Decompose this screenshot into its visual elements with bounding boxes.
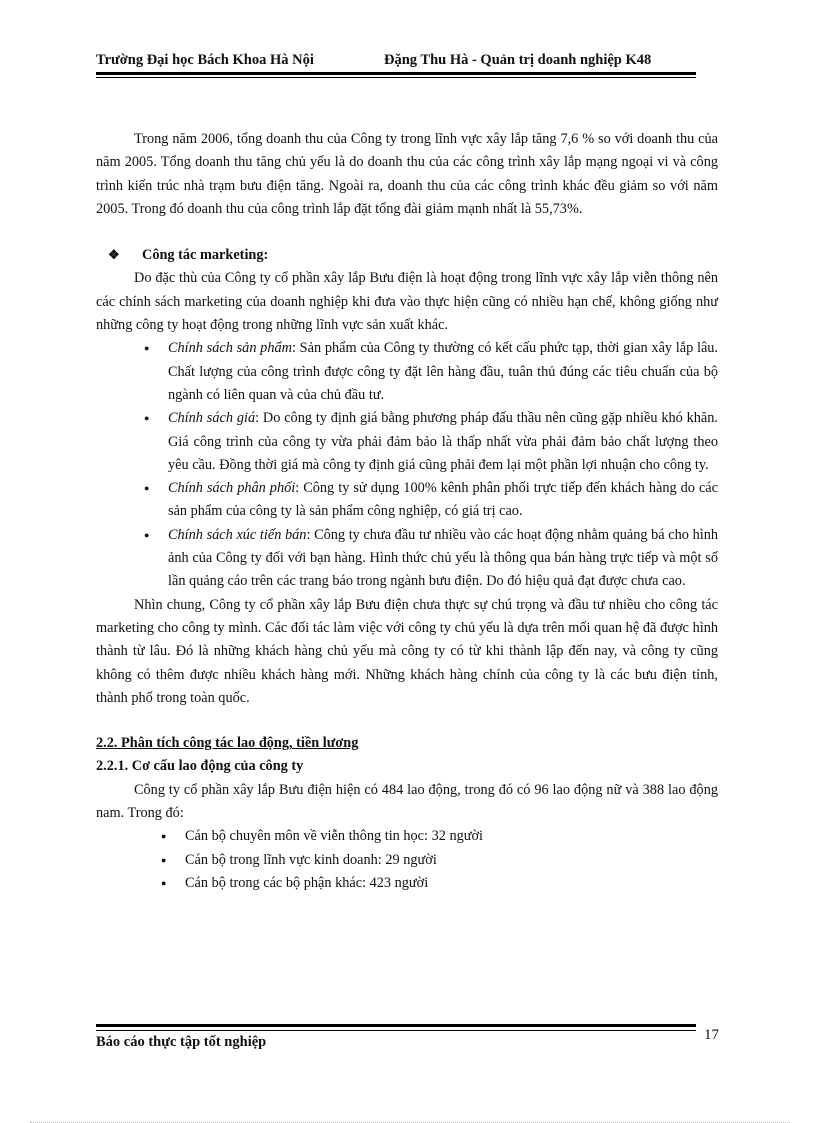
footer-rule-thin (96, 1030, 696, 1031)
marketing-conclusion: Nhìn chung, Công ty cổ phần xây lắp Bưu điện chưa thực sự chú trọng và đầu tư nhiều cho công tác marketing cho công ty mình. Các đối tác làm việc với công ty chủ yếu là dựa trên mối quan hệ đã được hình thành từ lâu. Đó là những khách hàng chủ yếu mà công ty có từ khi thành lập đến nay, và công ty cũng không có thêm được nhiều khách hàng mới. Những khách hàng chính của công ty là các bưu điện tỉnh, thành phố trong toàn quốc. (96, 596, 718, 706)
policy-label: Chính sách phân phối (168, 480, 296, 497)
header-university: Trường Đại học Bách Khoa Hà Nội (96, 52, 314, 68)
labor-list (96, 825, 718, 895)
footer-title: Báo cáo thực tập tốt nghiệp (96, 1034, 267, 1050)
spacer (96, 710, 718, 732)
policy-label: Chính sách sản phẩm (168, 340, 292, 357)
page-number: 17 (704, 1027, 719, 1043)
marketing-heading (96, 243, 718, 267)
list-item: ● Cán bộ chuyên môn về viễn thông tin học: 32 người (185, 825, 718, 848)
header-rule-thin (96, 77, 696, 78)
header-rule-thick (96, 72, 696, 75)
policy-text: : Do công ty định giá bằng phương pháp đấu thầu nên cũng gặp nhiều khó khăn. Giá công trình của công ty vừa phải đảm bảo là thấp nhất vừa phải đảm bảo chất lượng theo yêu cầu. Đồng thời giá mà công ty định giá cũng phải đem lại một phần lợi nhuận cho công ty. (168, 410, 718, 473)
diamond-bullet-icon: ❖ (108, 247, 120, 263)
list-item: ● Cán bộ trong lĩnh vực kinh doanh: 29 người (185, 849, 718, 872)
header-author: Đặng Thu Hà - Quản trị doanh nghiệp K48 (384, 52, 652, 68)
section-heading-2-2-1: 2.2.1. Cơ cấu lao động của công ty (96, 758, 304, 775)
policy-label: Chính sách giá (168, 410, 256, 427)
page-body (96, 128, 718, 895)
section-heading-2-2: 2.2. Phân tích công tác lao động, tiền lương (96, 735, 359, 752)
labor-intro: Công ty cổ phần xây lắp Bưu điện hiện có 484 lao động, trong đó có 96 lao động nữ và 388 lao động nam. Trong đó: (96, 781, 718, 822)
list-item (168, 524, 718, 594)
list-item (168, 407, 718, 477)
list-item (168, 337, 718, 407)
policy-text: : Công ty chưa đầu tư nhiều vào các hoạt động nhằm quảng bá cho hình ảnh của Công ty đối với bạn hàng. Hình thức chủ yếu là thông qua bán hàng trực tiếp và một số lần quảng cáo trên các trang báo trong ngành bưu điện. Do đó hiệu quả đạt được chưa cao. (168, 526, 718, 590)
marketing-intro: Do đặc thù của Công ty cổ phần xây lắp Bưu điện là hoạt động trong lĩnh vực xây lắp viễn thông nên các chính sách marketing của doanh nghiệp khi đưa vào thực hiện cũng có nhiều hạn chế, không giống như những công ty hoạt động trong những lĩnh vực sản xuất khác. (96, 270, 718, 334)
policy-text: : Công ty sử dụng 100% kênh phân phối trực tiếp đến khách hàng do các sản phẩm của công ty là sản phẩm công nghiệp, có giá trị cao. (168, 480, 718, 520)
list-item (168, 477, 718, 524)
spacer (96, 221, 718, 243)
revenue-paragraph: Trong năm 2006, tổng doanh thu của Công ty trong lĩnh vực xây lắp tăng 7,6 % so với doanh thu của năm 2005. Tổng doanh thu tăng chủ yếu là do doanh thu của các công trình xây lắp mạng ngoại vi và công trình kiến trúc nhà trạm bưu điện tăng. Ngoài ra, doanh thu của các công trình khác đều giảm so với năm 2005. Trong đó doanh thu của công trình lắp đặt tổng đài giảm mạnh nhất là 55,73%. (96, 131, 718, 217)
footer-rule-thick (96, 1024, 696, 1027)
policy-text: : Sản phẩm của Công ty thường có kết cấu phức tạp, thời gian xây lắp lâu. Chất lượng của công trình được công ty đặt lên hàng đầu, tuân thủ đúng các tiêu chuẩn của bộ ngành có liên quan và của chủ đầu tư. (168, 340, 719, 403)
policy-label: Chính sách xúc tiến bán (168, 526, 307, 543)
list-item: ● Cán bộ trong các bộ phận khác: 423 người (185, 872, 718, 895)
marketing-title: Công tác marketing: (142, 247, 269, 264)
marketing-policy-list (96, 337, 718, 593)
